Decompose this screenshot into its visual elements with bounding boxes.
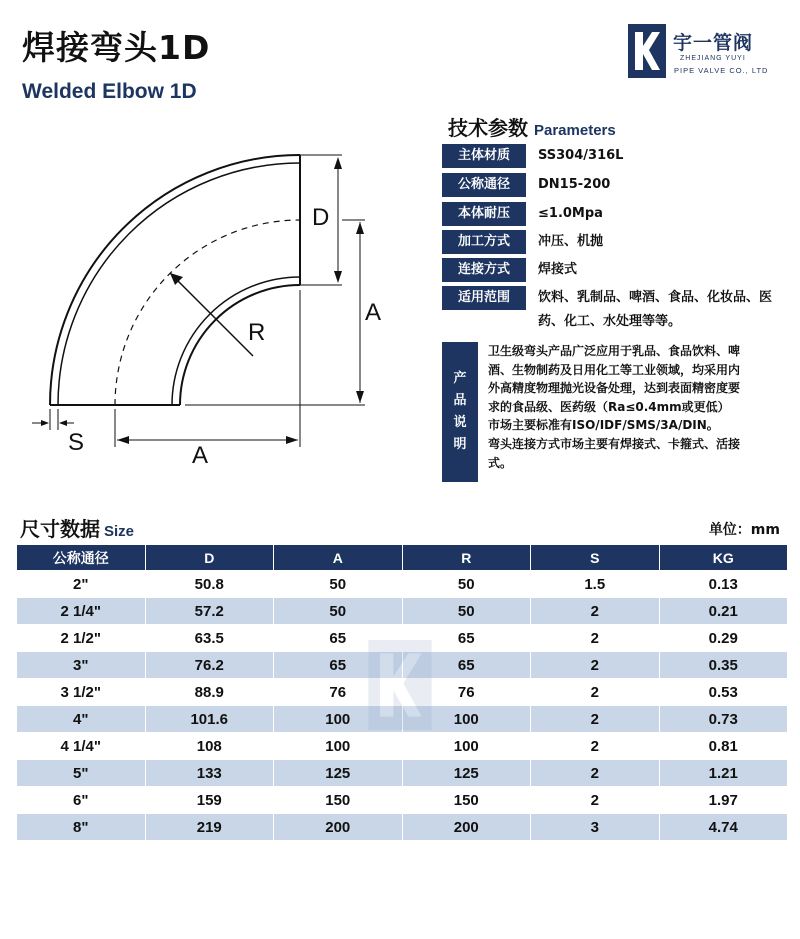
elbow-outer-wall-inner (58, 163, 300, 405)
table-cell: 5" (17, 760, 145, 786)
table-cell: 76 (403, 679, 531, 705)
table-row (17, 733, 787, 759)
table-cell: 0.35 (660, 652, 788, 678)
param-value: 饮料、乳制品、啤酒、食品、化妆品、医药、化工、水处理等等。 (538, 290, 773, 329)
param-row-processing (442, 230, 787, 254)
table-cell: 2 (531, 760, 659, 786)
table-cell: 4 1/4" (17, 733, 145, 759)
param-value: SS304/316L (538, 148, 624, 163)
table-cell: 65 (403, 625, 531, 651)
description-key (442, 342, 478, 482)
logo-subtitle-2: PIPE VALVE CO., LTD (674, 66, 769, 75)
param-row-material (442, 144, 787, 168)
parameters-heading-cn: 技术参数 (448, 116, 528, 140)
table-cell: 4.74 (660, 814, 788, 840)
label-a-right: A (365, 299, 382, 326)
table-cell: 101.6 (146, 706, 274, 732)
table-cell: 0.29 (660, 625, 788, 651)
table-cell: 65 (403, 652, 531, 678)
param-row-application (442, 286, 787, 336)
table-cell: 2 (531, 598, 659, 624)
table-cell: 100 (274, 733, 402, 759)
table-cell: 2 (531, 679, 659, 705)
table-cell: 100 (403, 706, 531, 732)
table-row (17, 760, 787, 786)
table-cell: 0.81 (660, 733, 788, 759)
table-cell: 50 (403, 571, 531, 597)
table-cell: 8" (17, 814, 145, 840)
param-key: 连接方式 (442, 258, 526, 282)
elbow-inner-wall (180, 285, 300, 405)
table-row (17, 598, 787, 624)
table-row (17, 814, 787, 840)
param-value: 冲压、机抛 (538, 234, 604, 249)
unit-label: 单位：mm (708, 522, 780, 538)
table-cell: 65 (274, 652, 402, 678)
description-line: 外高精度物理抛光设备处理，达到表面精密度要 (488, 381, 741, 396)
description-key-char: 产 (453, 371, 467, 386)
table-cell: 6" (17, 787, 145, 813)
param-value: ≤1.0Mpa (538, 206, 603, 221)
param-value: DN15-200 (538, 177, 611, 192)
table-cell: 108 (146, 733, 274, 759)
size-table (16, 544, 788, 841)
table-cell: 3 1/2" (17, 679, 145, 705)
label-a-bottom: A (192, 442, 209, 469)
logo-name: 宇一管阀 (673, 32, 754, 54)
param-key: 公称通径 (442, 173, 526, 197)
table-cell: 88.9 (146, 679, 274, 705)
company-logo (628, 20, 778, 82)
param-row-pressure (442, 202, 787, 226)
label-s: S (68, 429, 85, 456)
description-line: 卫生级弯头产品广泛应用于乳品、食品饮料、啤 (488, 344, 741, 358)
table-cell: 76.2 (146, 652, 274, 678)
elbow-centerline (115, 220, 300, 405)
table-cell: 159 (146, 787, 274, 813)
description-line: 求的食品级、医药级（Ra≤0.4mm或更低） (488, 399, 730, 414)
label-d: D (312, 204, 330, 231)
table-cell: 1.21 (660, 760, 788, 786)
table-row (17, 706, 787, 732)
column-header: R (403, 545, 531, 570)
table-cell: 100 (403, 733, 531, 759)
param-key: 适用范围 (442, 286, 526, 310)
table-cell: 2 (531, 652, 659, 678)
param-row-nominal-size (442, 173, 787, 197)
description-key-char: 明 (453, 437, 467, 452)
table-cell: 0.53 (660, 679, 788, 705)
table-cell: 2 (531, 706, 659, 732)
description-line: 酒、生物制药及日用化工等工业领域，均采用内 (488, 362, 741, 377)
table-cell: 200 (274, 814, 402, 840)
page-title: 焊接弯头1D (22, 28, 211, 67)
table-cell: 0.21 (660, 598, 788, 624)
parameters-heading-en: Parameters (534, 122, 616, 139)
table-cell: 0.13 (660, 571, 788, 597)
table-cell: 50 (274, 571, 402, 597)
table-cell: 2 1/2" (17, 625, 145, 651)
param-key: 主体材质 (442, 144, 526, 168)
table-cell: 57.2 (146, 598, 274, 624)
param-row-connection (442, 258, 787, 282)
table-cell: 3 (531, 814, 659, 840)
param-key: 本体耐压 (442, 202, 526, 226)
table-cell: 50 (274, 598, 402, 624)
table-cell: 150 (274, 787, 402, 813)
table-cell: 219 (146, 814, 274, 840)
table-cell: 1.5 (531, 571, 659, 597)
label-r: R (248, 319, 266, 346)
table-row (17, 787, 787, 813)
size-table-header (17, 545, 787, 570)
logo-subtitle: ZHEJIANG YUYI (680, 55, 746, 62)
column-header: S (531, 545, 659, 570)
product-description (442, 342, 787, 482)
column-header: 公称通径 (17, 545, 145, 570)
column-header: KG (660, 545, 788, 570)
description-key-char: 说 (453, 415, 467, 430)
table-cell: 2 (531, 787, 659, 813)
table-cell: 133 (146, 760, 274, 786)
table-cell: 100 (274, 706, 402, 732)
description-line: 式。 (488, 455, 513, 470)
description-line: 市场主要标准有ISO/IDF/SMS/3A/DIN。 (488, 418, 719, 433)
size-heading-en: Size (104, 523, 135, 540)
parameters-heading (448, 112, 616, 141)
table-row (17, 625, 787, 651)
table-cell: 2" (17, 571, 145, 597)
column-header: A (274, 545, 402, 570)
logo-mark-icon (628, 24, 666, 78)
table-cell: 65 (274, 625, 402, 651)
description-line: 弯头连接方式市场主要有焊接式、卡箍式、活接 (488, 436, 741, 451)
table-cell: 50.8 (146, 571, 274, 597)
table-cell: 50 (403, 598, 531, 624)
table-cell: 1.97 (660, 787, 788, 813)
table-cell: 0.73 (660, 706, 788, 732)
description-key-char: 品 (453, 393, 467, 408)
table-cell: 4" (17, 706, 145, 732)
param-value: 焊接式 (538, 262, 578, 277)
param-key: 加工方式 (442, 230, 526, 254)
size-heading-cn: 尺寸数据 (20, 517, 100, 541)
table-cell: 3" (17, 652, 145, 678)
table-cell: 125 (403, 760, 531, 786)
table-cell: 2 (531, 625, 659, 651)
table-cell: 76 (274, 679, 402, 705)
table-cell: 200 (403, 814, 531, 840)
table-cell: 2 (531, 733, 659, 759)
table-cell: 63.5 (146, 625, 274, 651)
page-subtitle: Welded Elbow 1D (22, 80, 197, 103)
elbow-diagram (20, 125, 420, 480)
elbow-inner-wall-inner (172, 277, 300, 405)
column-header: D (146, 545, 274, 570)
table-cell: 2 1/4" (17, 598, 145, 624)
table-cell: 125 (274, 760, 402, 786)
description-text (478, 342, 787, 482)
table-row (17, 571, 787, 597)
radius-line (170, 273, 253, 356)
table-row (17, 652, 787, 678)
table-row (17, 679, 787, 705)
table-cell: 150 (403, 787, 531, 813)
size-heading (20, 513, 134, 542)
